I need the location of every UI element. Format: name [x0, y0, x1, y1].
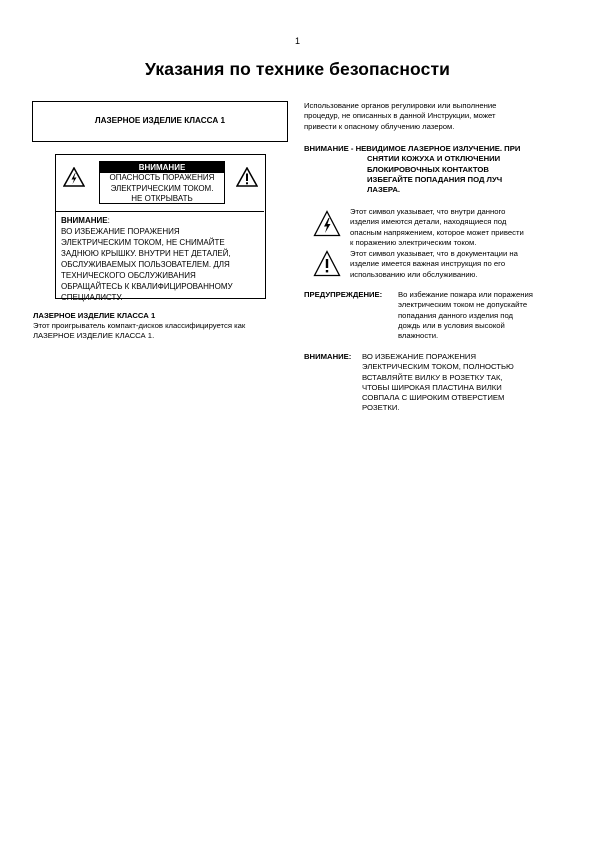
attention-line: ЧТОБЫ ШИРОКАЯ ПЛАСТИНА ВИЛКИ: [362, 382, 502, 392]
attention-text: [362, 352, 572, 414]
exclamation-symbol-line: изделие имеется важная инструкция по его: [350, 259, 506, 269]
caution-body-line: ОБСЛУЖИВАЕМЫХ ПОЛЬЗОВАТЕЛЕМ. ДЛЯ: [61, 260, 230, 269]
caution-line: ОПАСНОСТЬ ПОРАЖЕНИЯ: [109, 173, 215, 182]
caution-panel: [55, 154, 266, 302]
caution-body-label: ВНИМАНИЕ: [61, 216, 108, 225]
caution-body-colon: :: [107, 216, 110, 225]
controls-warning-line: привести к опасному облучению лазером.: [304, 121, 455, 131]
precaution-line: Во избежание пожара или поражения: [398, 290, 533, 299]
invisible-laser-warning: [304, 144, 564, 195]
bolt-symbol-line: опасным напряжением, которое может привести: [350, 227, 524, 237]
caution-body-line: ВО ИЗБЕЖАНИЕ ПОРАЖЕНИЯ: [61, 227, 180, 236]
bolt-symbol-description: [350, 207, 565, 248]
laser-class-box: [32, 101, 288, 142]
laser-class-text: [33, 321, 295, 341]
exclamation-symbol-description: [350, 249, 565, 280]
precaution-text: [398, 290, 564, 341]
precaution-line: дождь или в условия высокой: [398, 320, 505, 330]
caution-line: НЕ ОТКРЫВАТЬ: [131, 194, 193, 203]
precaution-line: влажности.: [398, 331, 439, 341]
caution-body-line: ОБРАЩАЙТЕСЬ К КВАЛИФИЦИРОВАННОМУ: [61, 282, 233, 291]
exclamation-triangle-icon: [313, 250, 341, 277]
lightning-bolt-triangle-icon: [63, 167, 85, 187]
caution-body: [61, 215, 263, 303]
controls-warning-text: [304, 101, 554, 132]
precaution-line: попадания данного изделия под: [398, 310, 514, 320]
invisible-laser-line: СНЯТИИ КОЖУХА И ОТКЛЮЧЕНИИ: [367, 154, 501, 164]
page-number: 1: [294, 36, 300, 46]
laser-class-line: Этот проигрыватель компакт-дисков классифицируется как: [33, 321, 246, 330]
bolt-symbol-line: к поражению электрическим током.: [350, 237, 477, 247]
exclamation-triangle-icon: [236, 167, 258, 187]
invisible-laser-line: БЛОКИРОВОЧНЫХ КОНТАКТОВ: [367, 164, 489, 174]
caution-panel-header: [56, 155, 264, 212]
attention-line: СОВПАЛА С ШИРОКИМ ОТВЕРСТИЕМ: [362, 393, 505, 403]
bolt-symbol-line: Этот символ указывает, что внутри данного: [350, 207, 506, 216]
caution-line: ЭЛЕКТРИЧЕСКИМ ТОКОМ.: [110, 183, 214, 193]
invisible-laser-line: ВНИМАНИЕ - НЕВИДИМОЕ ЛАЗЕРНОЕ ИЗЛУЧЕНИЕ. ПРИ: [304, 144, 521, 153]
caution-body-line: СПЕЦИАЛИСТУ.: [61, 293, 123, 302]
caution-body-line: ТЕХНИЧЕСКОГО ОБСЛУЖИВАНИЯ: [61, 271, 196, 280]
precaution-label: ПРЕДУПРЕЖДЕНИЕ:: [304, 290, 383, 299]
laser-class-box-label: ЛАЗЕРНОЕ ИЗДЕЛИЕ КЛАССА 1: [94, 116, 226, 125]
bolt-symbol-line: изделия имеются детали, находящиеся под: [350, 217, 507, 227]
page-title: Указания по технике безопасности: [145, 59, 450, 79]
exclamation-symbol-line: Этот символ указывает, что в документации на: [350, 249, 518, 258]
caution-body-line: ЭЛЕКТРИЧЕСКИМ ТОКОМ, НЕ СНИМАЙТЕ: [61, 238, 225, 247]
laser-class-heading: ЛАЗЕРНОЕ ИЗДЕЛИЕ КЛАССА 1: [33, 311, 156, 320]
controls-warning-line: процедур, не описанных в данной Инструкции, может: [304, 111, 496, 121]
laser-class-line: ЛАЗЕРНОЕ ИЗДЕЛИЕ КЛАССА 1.: [33, 331, 155, 340]
caution-label-box: [99, 161, 225, 204]
attention-label: ВНИМАНИЕ:: [304, 352, 352, 361]
controls-warning-line: Использование органов регулировки или выполнение: [304, 101, 497, 110]
caution-body-line: ЗАДНЮЮ КРЫШКУ. ВНУТРИ НЕТ ДЕТАЛЕЙ,: [61, 249, 231, 258]
attention-line: ВО ИЗБЕЖАНИЕ ПОРАЖЕНИЯ: [362, 352, 476, 361]
attention-line: РОЗЕТКИ.: [362, 403, 400, 413]
caution-title: ВНИМАНИЕ: [100, 162, 224, 173]
attention-line: ВСТАВЛЯЙТЕ ВИЛКУ В РОЗЕТКУ ТАК,: [362, 372, 503, 382]
attention-line: ЭЛЕКТРИЧЕСКИМ ТОКОМ, ПОЛНОСТЬЮ: [362, 362, 514, 372]
precaution-line: электрическим током не допускайте: [398, 300, 528, 310]
lightning-bolt-triangle-icon: [313, 210, 341, 237]
invisible-laser-line: ИЗБЕГАЙТЕ ПОПАДАНИЯ ПОД ЛУЧ: [367, 174, 503, 184]
exclamation-symbol-line: использованию или обслуживанию.: [350, 269, 478, 279]
invisible-laser-line: ЛАЗЕРА.: [367, 185, 401, 195]
